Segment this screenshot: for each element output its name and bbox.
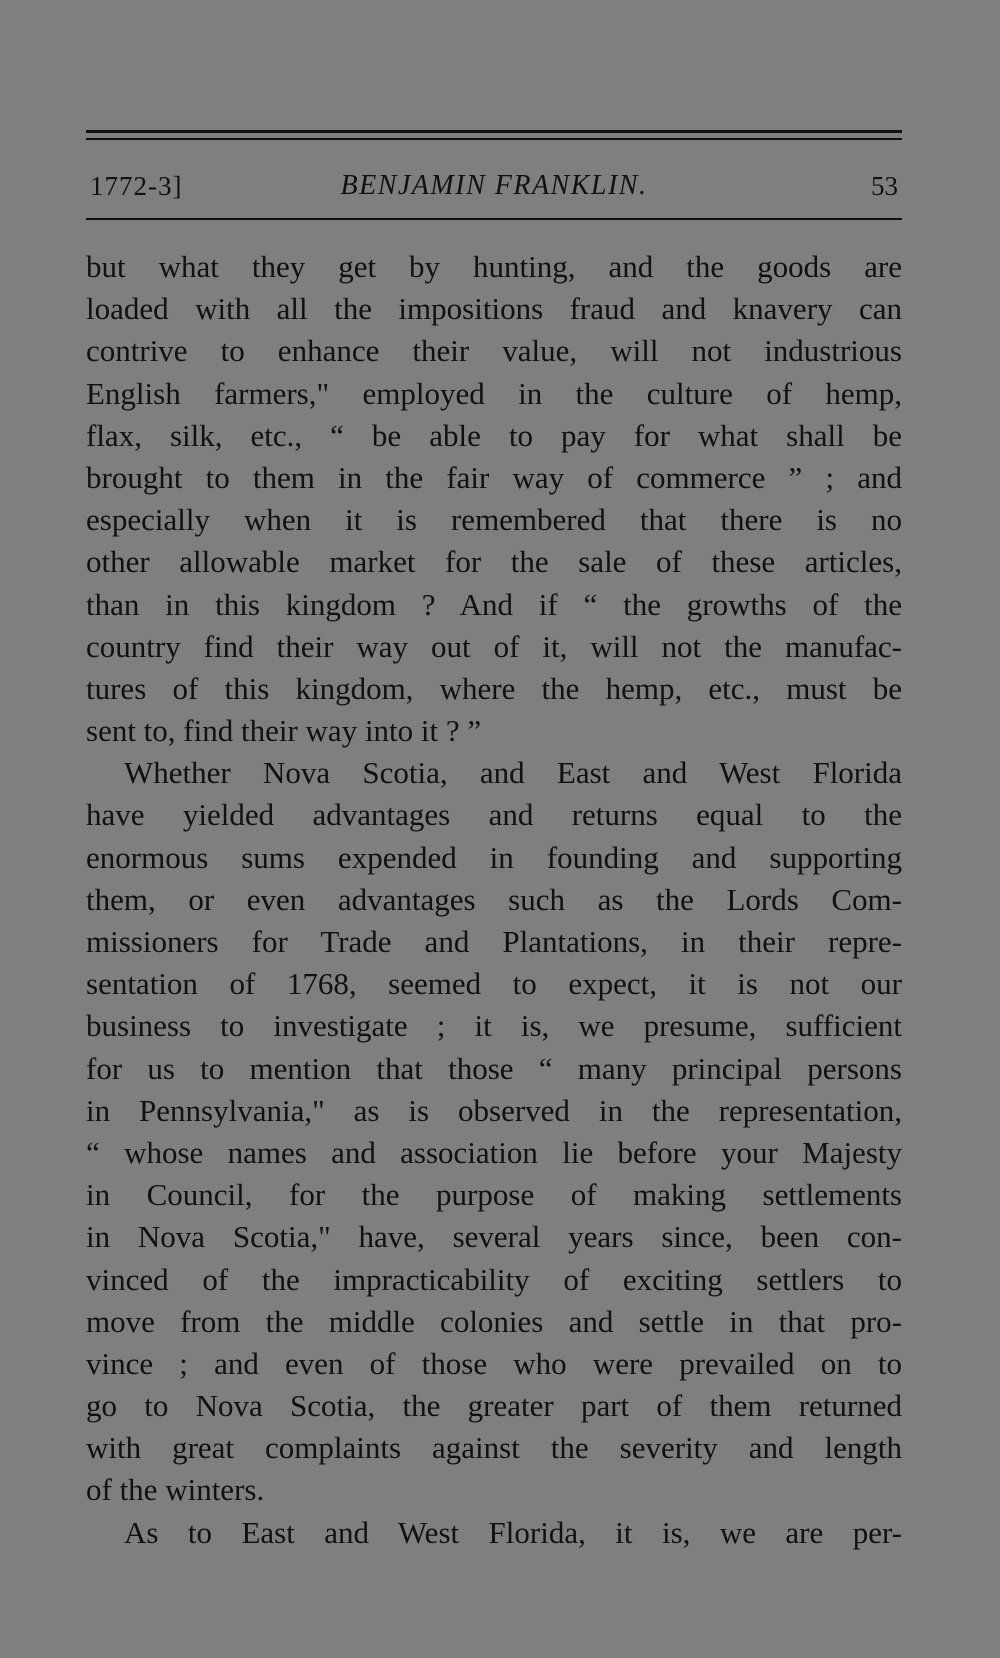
header-title: BENJAMIN FRANKLIN. bbox=[340, 170, 648, 201]
book-page bbox=[86, 0, 902, 1658]
page-number: 53 bbox=[871, 171, 898, 201]
text-line: vince ; and even of those who were prevailed on to bbox=[86, 1345, 902, 1381]
text-line: missioners for Trade and Plantations, in their repre- bbox=[86, 924, 902, 959]
text-line: for us to mention that those “ many principal persons bbox=[86, 1050, 902, 1086]
running-head bbox=[86, 168, 902, 204]
text-line: sentation of 1768, seemed to expect, it is not our bbox=[86, 966, 902, 1002]
text-line: flax, silk, etc., “ be able to pay for what shall be bbox=[86, 417, 902, 453]
text-line: loaded with all the impositions fraud and knavery can bbox=[86, 291, 902, 327]
header-rule bbox=[86, 218, 902, 220]
text-line: business to investigate ; it is, we presume, sufficient bbox=[86, 1008, 902, 1044]
text-line: other allowable market for the sale of these articles, bbox=[86, 544, 902, 580]
text-line: English farmers," employed in the culture of hemp, bbox=[86, 375, 902, 411]
paragraph-start-line: As to East and West Florida, it is, we are per- bbox=[124, 1514, 902, 1550]
text-line: “ whose names and association lie before your Majesty bbox=[86, 1134, 902, 1170]
text-line: tures of this kingdom, where the hemp, etc., must be bbox=[86, 670, 902, 706]
top-double-rule bbox=[86, 130, 902, 140]
header-year: 1772-3] bbox=[90, 171, 183, 201]
text-line: contrive to enhance their value, will not industrious bbox=[86, 333, 902, 369]
text-line: in Nova Scotia," have, several years since, been con- bbox=[86, 1219, 902, 1255]
body-text bbox=[86, 246, 902, 1554]
text-line: sent to, find their way into it ? ” bbox=[86, 713, 482, 749]
text-line: in Council, for the purpose of making settlements bbox=[86, 1177, 902, 1213]
text-line: go to Nova Scotia, the greater part of them returned bbox=[86, 1388, 902, 1424]
text-line: than in this kingdom ? And if “ the growths of the bbox=[86, 586, 902, 622]
text-line: with great complaints against the severity and length bbox=[86, 1430, 902, 1466]
text-line: them, or even advantages such as the Lords Com- bbox=[86, 881, 902, 917]
text-line: enormous sums expended in founding and supporting bbox=[86, 839, 902, 875]
text-line: vinced of the impracticability of exciting settlers to bbox=[86, 1261, 902, 1297]
text-line: country find their way out of it, will not the manufac- bbox=[86, 628, 902, 664]
text-line: but what they get by hunting, and the goods are bbox=[86, 249, 902, 284]
text-line: have yielded advantages and returns equal to the bbox=[86, 797, 902, 833]
text-line: brought to them in the fair way of commerce ” ; and bbox=[86, 459, 902, 495]
text-line: move from the middle colonies and settle in that pro- bbox=[86, 1303, 902, 1339]
paragraph-start-line: Whether Nova Scotia, and East and West Florida bbox=[124, 755, 902, 791]
text-line: especially when it is remembered that there is no bbox=[86, 502, 902, 538]
text-line: of the winters. bbox=[86, 1472, 265, 1508]
text-line: in Pennsylvania," as is observed in the representation, bbox=[86, 1092, 902, 1128]
